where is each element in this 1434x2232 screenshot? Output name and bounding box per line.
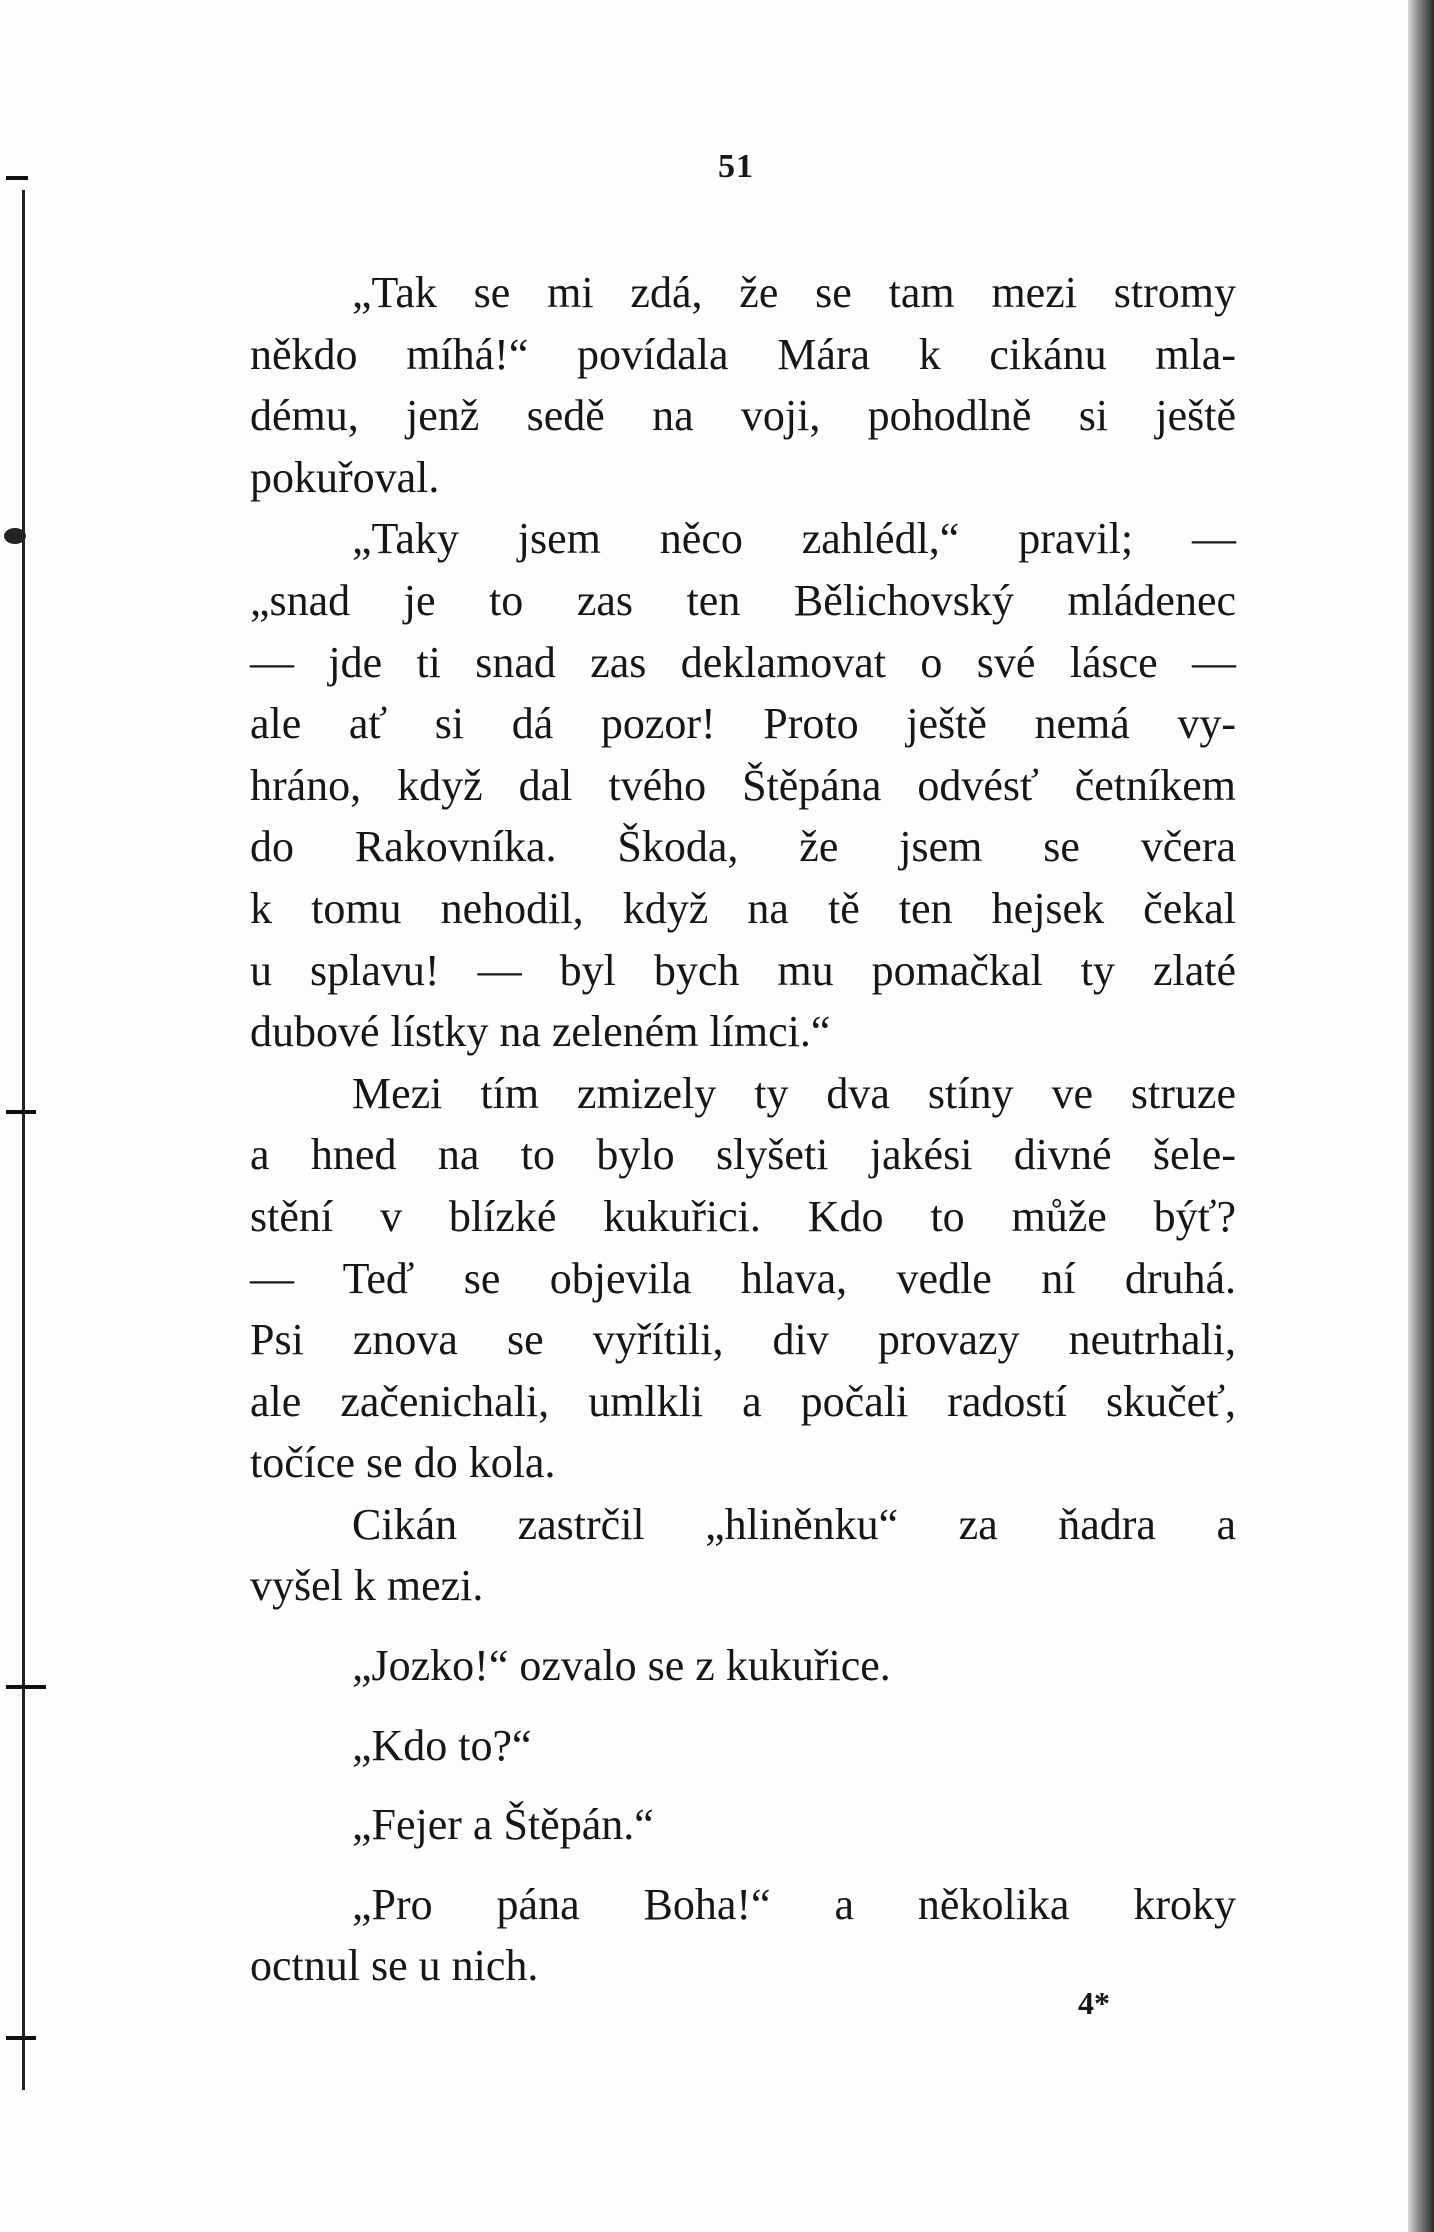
page-number: 51 bbox=[718, 148, 754, 185]
paragraph-7 bbox=[250, 1794, 1236, 1856]
text-line: dému, jenž sedě na voji, pohodlně si ještě bbox=[250, 391, 1236, 441]
text-line: „Kdo to?“ bbox=[352, 1720, 532, 1770]
signature-mark: 4* bbox=[1078, 1985, 1110, 2021]
body-text bbox=[250, 262, 1236, 1997]
margin-tick bbox=[6, 2036, 36, 2040]
text-line: Psi znova se vyřítili, div provazy neutrhali, bbox=[250, 1315, 1236, 1365]
text-line: Cikán zastrčil „hliněnku“ za ňadra a bbox=[352, 1499, 1236, 1549]
text-line: stění v blízké kukuřici. Kdo to může býť? bbox=[250, 1191, 1236, 1241]
text-line: — Teď se objevila hlava, vedle ní druhá. bbox=[250, 1253, 1236, 1303]
paragraph-5 bbox=[250, 1635, 1236, 1697]
text-line: někdo míhá!“ povídala Mára k cikánu mla- bbox=[250, 329, 1236, 379]
text-line: vyšel k mezi. bbox=[250, 1561, 484, 1611]
margin-tick bbox=[6, 176, 28, 180]
paragraph-2 bbox=[250, 508, 1236, 1062]
text-line: „Fejer a Štěpán.“ bbox=[352, 1800, 654, 1850]
text-line: a hned na to bylo slyšeti jakési divné šele- bbox=[250, 1130, 1236, 1180]
text-line: „Taky jsem něco zahlédl,“ pravil; — bbox=[352, 514, 1236, 564]
text-line: „Jozko!“ ozvalo se z kukuřice. bbox=[352, 1641, 891, 1691]
text-line: Mezi tím zmizely ty dva stíny ve struze bbox=[352, 1068, 1236, 1118]
text-line: do Rakovníka. Škoda, že jsem se včera bbox=[250, 822, 1236, 872]
margin-tick bbox=[6, 1110, 36, 1114]
text-line: ale začenichali, umlkli a počali radostí skučeť, bbox=[250, 1376, 1236, 1426]
paragraph-8 bbox=[250, 1874, 1236, 1997]
text-line: dubové lístky na zeleném límci.“ bbox=[250, 1007, 831, 1057]
text-line: k tomu nehodil, když na tě ten hejsek čekal bbox=[250, 883, 1236, 933]
paragraph-3 bbox=[250, 1063, 1236, 1494]
paragraph-6 bbox=[250, 1715, 1236, 1777]
paragraph-1 bbox=[250, 262, 1236, 508]
text-line: „Tak se mi zdá, že se tam mezi stromy bbox=[352, 268, 1236, 317]
text-line: „snad je to zas ten Bělichovský mládenec bbox=[250, 575, 1236, 625]
margin-tick bbox=[6, 1685, 46, 1689]
margin-blot bbox=[4, 528, 26, 544]
text-line: — jde ti snad zas deklamovat o své lásce — bbox=[250, 637, 1236, 687]
page-edge-shadow bbox=[1408, 0, 1434, 2232]
text-line: „Pro pána Boha!“ a několika kroky bbox=[352, 1879, 1236, 1929]
text-line: točíce se do kola. bbox=[250, 1438, 556, 1488]
text-line: ale ať si dá pozor! Proto ještě nemá vy- bbox=[250, 699, 1236, 749]
margin-line bbox=[22, 190, 25, 2090]
text-line: octnul se u nich. bbox=[250, 1941, 539, 1991]
text-line: pokuřoval. bbox=[250, 452, 440, 502]
paragraph-4 bbox=[250, 1494, 1236, 1617]
text-line: u splavu! — byl bych mu pomačkal ty zlaté bbox=[250, 945, 1236, 995]
text-line: hráno, když dal tvého Štěpána odvésť četníkem bbox=[250, 760, 1236, 810]
